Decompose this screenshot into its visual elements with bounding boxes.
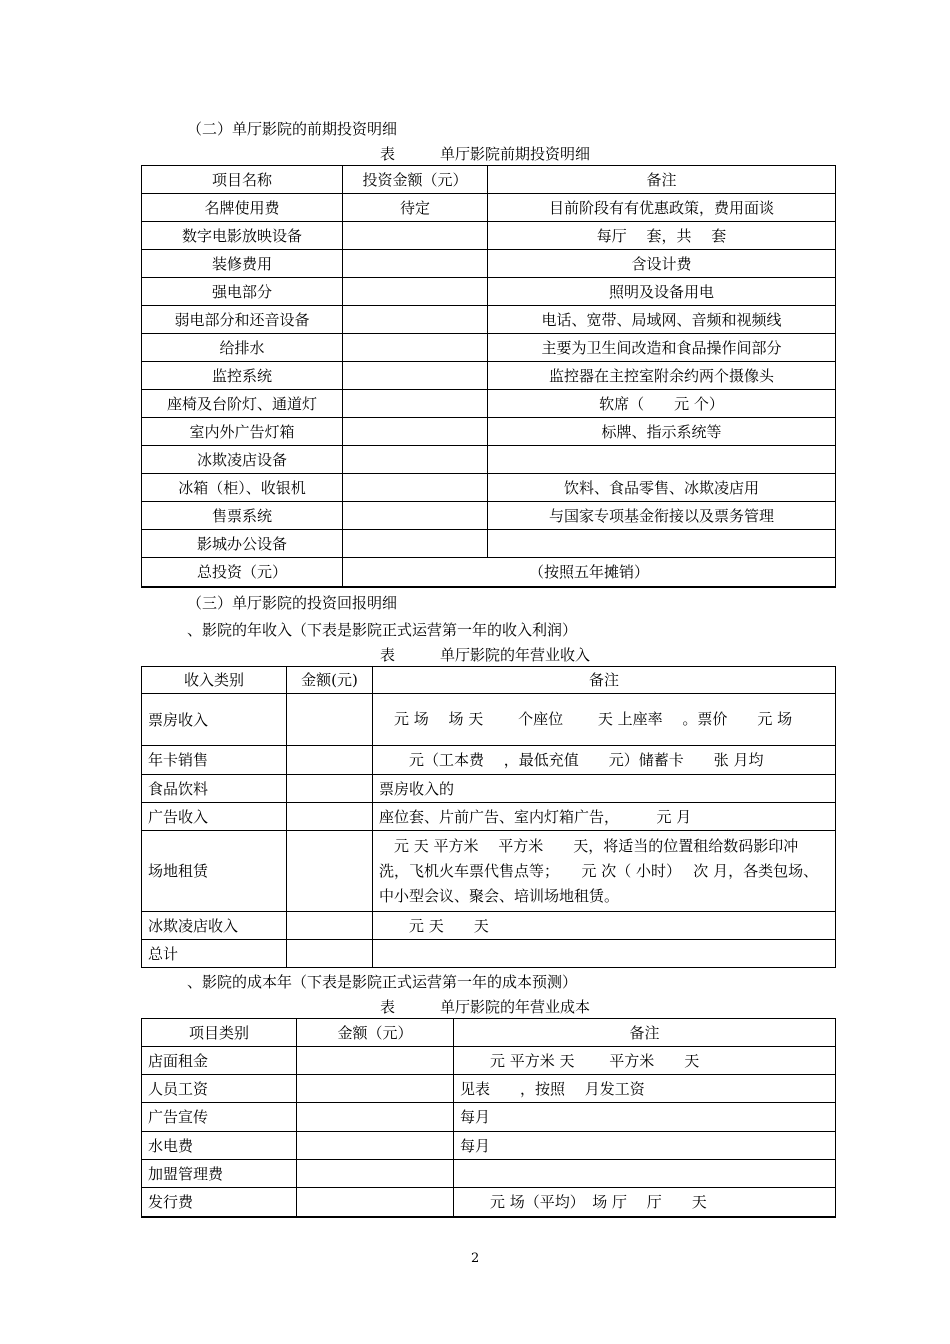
row-amount [297, 1103, 454, 1132]
row-note: 与国家专项基金衔接以及票务管理 [488, 502, 836, 530]
table-header-row [142, 166, 836, 194]
row-name: 水电费 [142, 1132, 297, 1160]
section2-title: （二）单厅影院的前期投资明细 [187, 120, 398, 138]
total-row [142, 558, 836, 587]
row-note: 每月 [454, 1103, 836, 1132]
row-note: 元 场 场 天 个座位 天 上座率 。票价 元 场 [373, 694, 836, 746]
row-note: 每月 [454, 1132, 836, 1160]
row-name: 给排水 [142, 334, 343, 362]
row-name: 场地租赁 [142, 831, 287, 912]
header-cell: 备注 [488, 166, 836, 194]
table-row [142, 1075, 836, 1103]
row-amount [343, 278, 488, 306]
table2-caption: 表 单厅影院的年营业收入 [380, 646, 591, 664]
row-amount: 待定 [343, 194, 488, 222]
row-note: 标牌、指示系统等 [488, 418, 836, 446]
table-row [142, 278, 836, 306]
row-amount [343, 334, 488, 362]
table-row [142, 694, 836, 746]
row-name: 店面租金 [142, 1047, 297, 1075]
row-name: 广告收入 [142, 803, 287, 831]
table-row [142, 1188, 836, 1217]
table-row [142, 1047, 836, 1075]
table-row [142, 362, 836, 390]
cost-intro: 、影院的成本年（下表是影院正式运营第一年的成本预测） [187, 973, 578, 991]
table-row [142, 306, 836, 334]
row-note: 主要为卫生间改造和食品操作间部分 [488, 334, 836, 362]
header-cell: 项目类别 [142, 1019, 297, 1047]
table-row [142, 912, 836, 940]
row-note: 元（工本费 ，最低充值 元）储蓄卡 张 月均 [373, 746, 836, 775]
row-amount [287, 803, 373, 831]
row-amount [343, 502, 488, 530]
row-note: 照明及设备用电 [488, 278, 836, 306]
row-amount [343, 222, 488, 250]
row-note: 饮料、食品零售、冰欺凌店用 [488, 474, 836, 502]
income-intro: 、影院的年收入（下表是影院正式运营第一年的收入利润） [187, 621, 578, 639]
table-header-row [142, 667, 836, 694]
row-name: 发行费 [142, 1188, 297, 1217]
row-amount [343, 446, 488, 474]
row-name: 食品饮料 [142, 775, 287, 803]
row-amount [287, 746, 373, 775]
row-amount [297, 1160, 454, 1188]
row-note [454, 1160, 836, 1188]
row-note: 元 平方米 天 平方米 天 [454, 1047, 836, 1075]
table-row [142, 1132, 836, 1160]
row-note: 电话、宽带、局域网、音频和视频线 [488, 306, 836, 334]
row-note [373, 940, 836, 968]
row-name: 票房收入 [142, 694, 287, 746]
row-note [488, 530, 836, 558]
header-cell: 备注 [454, 1019, 836, 1047]
row-amount [287, 831, 373, 912]
row-amount [297, 1132, 454, 1160]
row-amount [343, 418, 488, 446]
row-note: 监控器在主控室附余约两个摄像头 [488, 362, 836, 390]
header-cell: 投资金额（元） [343, 166, 488, 194]
row-amount [343, 362, 488, 390]
row-name: 广告宣传 [142, 1103, 297, 1132]
income-table [141, 666, 836, 968]
row-name: 售票系统 [142, 502, 343, 530]
table-row [142, 418, 836, 446]
row-amount [343, 306, 488, 334]
row-note: 元 场（平均） 场 厅 厅 天 [454, 1188, 836, 1217]
page-number: 2 [471, 1251, 480, 1266]
table-row [142, 334, 836, 362]
row-note: 含设计费 [488, 250, 836, 278]
row-amount [343, 474, 488, 502]
row-amount [297, 1075, 454, 1103]
row-name: 数字电影放映设备 [142, 222, 343, 250]
table-row [142, 1160, 836, 1188]
table-row [142, 940, 836, 968]
row-amount [287, 694, 373, 746]
row-note: 软席（ 元 个） [488, 390, 836, 418]
table-header-row [142, 1019, 836, 1047]
investment-table [141, 165, 836, 588]
header-cell: 金额（元） [297, 1019, 454, 1047]
table-row [142, 831, 836, 912]
row-amount [287, 940, 373, 968]
row-name: 冰欺凌店收入 [142, 912, 287, 940]
row-name: 室内外广告灯箱 [142, 418, 343, 446]
table-row [142, 530, 836, 558]
row-amount [287, 912, 373, 940]
row-amount [287, 775, 373, 803]
total-note: （按照五年摊销） [343, 558, 836, 587]
header-cell: 项目名称 [142, 166, 343, 194]
row-amount [343, 250, 488, 278]
table-row [142, 775, 836, 803]
row-name: 影城办公设备 [142, 530, 343, 558]
row-name: 总计 [142, 940, 287, 968]
row-name: 强电部分 [142, 278, 343, 306]
row-name: 座椅及台阶灯、通道灯 [142, 390, 343, 418]
header-cell: 备注 [373, 667, 836, 694]
table-row [142, 746, 836, 775]
header-cell: 收入类别 [142, 667, 287, 694]
table-row [142, 474, 836, 502]
header-cell: 金额(元) [287, 667, 373, 694]
row-name: 装修费用 [142, 250, 343, 278]
row-amount [343, 530, 488, 558]
table-row [142, 502, 836, 530]
table-row [142, 194, 836, 222]
row-note: 见表 ，按照 月发工资 [454, 1075, 836, 1103]
row-name: 加盟管理费 [142, 1160, 297, 1188]
table-row [142, 222, 836, 250]
table1-caption: 表 单厅影院前期投资明细 [380, 145, 591, 163]
table-row [142, 446, 836, 474]
row-name: 冰欺凌店设备 [142, 446, 343, 474]
row-name: 名牌使用费 [142, 194, 343, 222]
row-name: 冰箱（柜）、收银机 [142, 474, 343, 502]
table-row [142, 390, 836, 418]
row-note: 目前阶段有有优惠政策，费用面谈 [488, 194, 836, 222]
section3-title: （三）单厅影院的投资回报明细 [187, 594, 398, 612]
table3-caption: 表 单厅影院的年营业成本 [380, 998, 591, 1016]
row-note [488, 446, 836, 474]
row-note: 元 天 天 [373, 912, 836, 940]
row-amount [343, 390, 488, 418]
row-name: 年卡销售 [142, 746, 287, 775]
table-row [142, 250, 836, 278]
row-name: 弱电部分和还音设备 [142, 306, 343, 334]
row-note: 每厅 套，共 套 [488, 222, 836, 250]
row-note: 座位套、片前广告、室内灯箱广告， 元 月 [373, 803, 836, 831]
table-row [142, 1103, 836, 1132]
cost-table [141, 1018, 836, 1218]
row-name: 监控系统 [142, 362, 343, 390]
row-amount [297, 1188, 454, 1217]
row-note: 票房收入的 [373, 775, 836, 803]
row-name: 人员工资 [142, 1075, 297, 1103]
row-note: 元 天 平方米 平方米 天，将适当的位置租给数码影印冲洗，飞机火车票代售点等； 元 次（ 小时） 次 月，各类包场、中小型会议、聚会、培训场地租赁。 [373, 831, 836, 912]
table-row [142, 803, 836, 831]
row-amount [297, 1047, 454, 1075]
total-label: 总投资（元） [142, 558, 343, 587]
